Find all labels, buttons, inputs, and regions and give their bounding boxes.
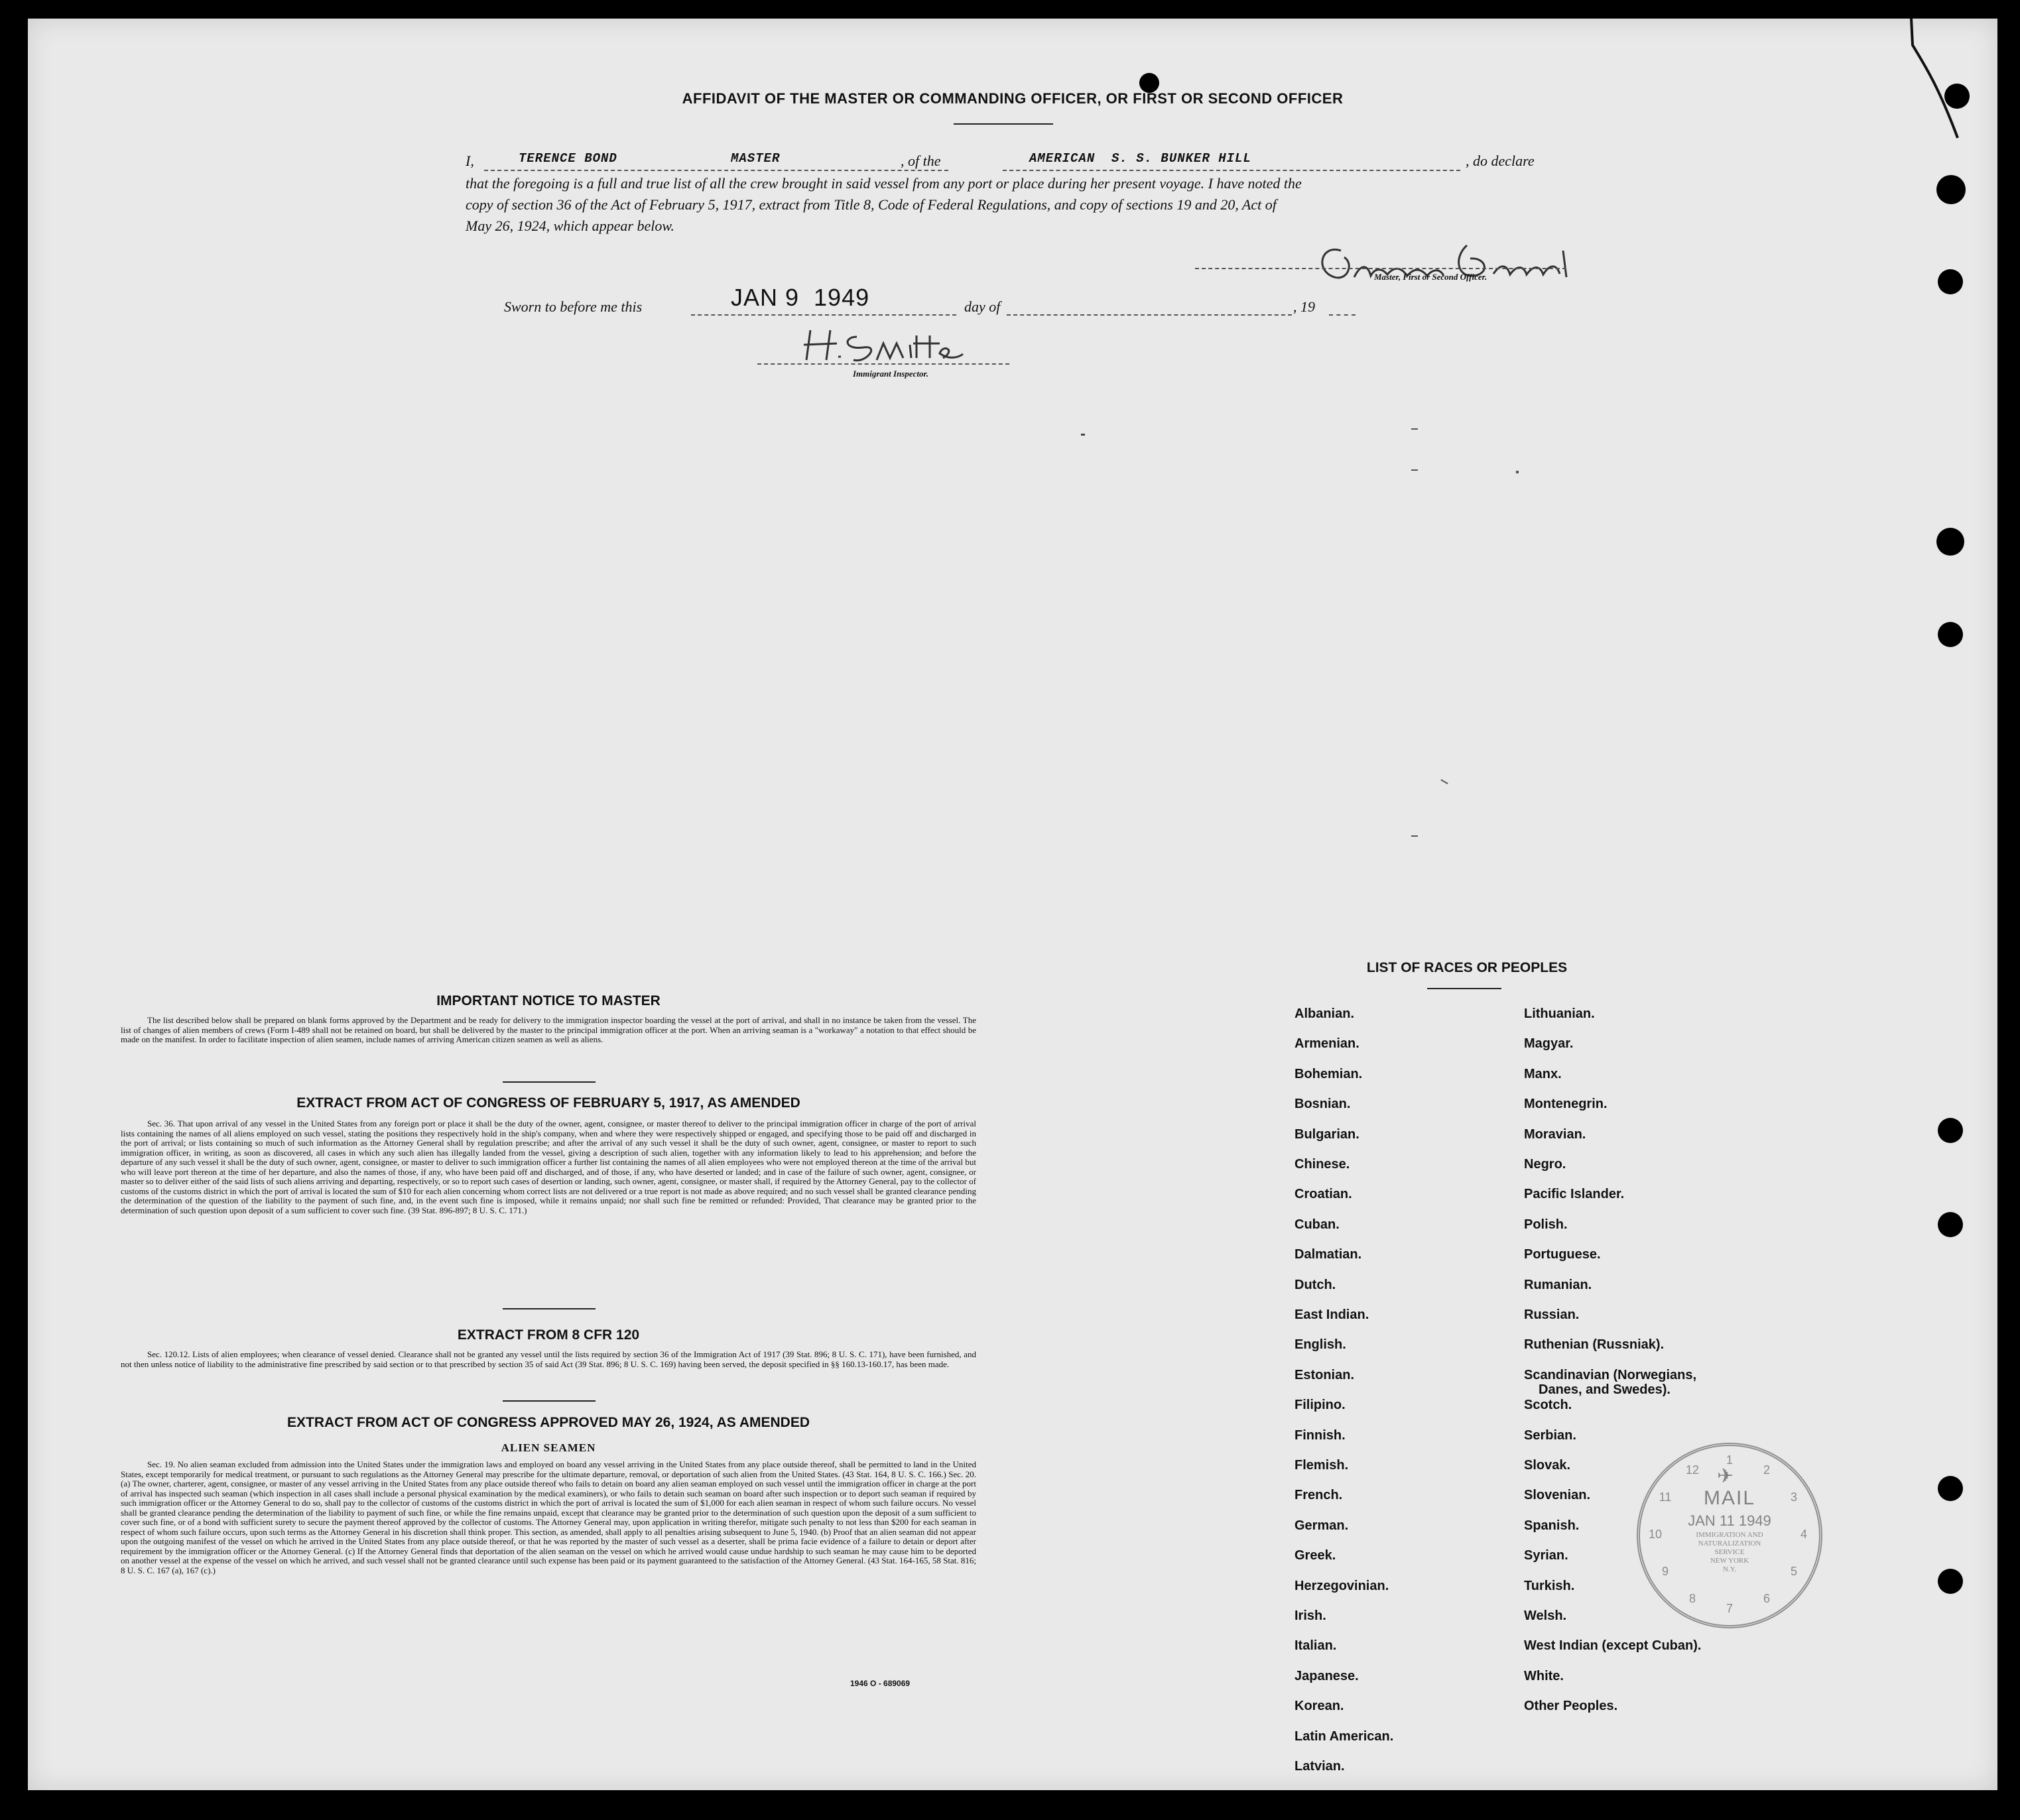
stamp-digit: 2 <box>1763 1463 1770 1477</box>
race-item: Irish. <box>1294 1608 1326 1623</box>
master-signature <box>1308 237 1613 297</box>
stamp-digit: 3 <box>1790 1490 1797 1504</box>
race-item: Negro. <box>1524 1157 1566 1172</box>
race-item: Bosnian. <box>1294 1097 1351 1112</box>
notice-body: The list described below shall be prepared on blank forms approved by the Department and be ready for delivery to the immigration inspector boarding the vessel at the port of arrival, and shall in no instance be taken from the vessel. The list of changes of alien members of crews (Form I-489 shall not be retained on board, but shall be delivered by the master to the principal immigration officer at the port. When an arriving seaman is a "workaway" a notation to that effect should be made on the manifest. In order to facilitate inspection of alien seamen, include names of arriving American citizen seamen as well as aliens. <box>121 1015 976 1044</box>
race-item: English. <box>1294 1337 1346 1353</box>
race-item: Other Peoples. <box>1524 1699 1618 1714</box>
affidavit-line-3: copy of section 36 of the Act of February 5, 1917, extract from Title 8, Code of Federal Regulations, and copy of sections 19 and 20, Act of <box>466 196 1277 213</box>
race-item: Herzegovinian. <box>1294 1578 1389 1593</box>
race-item: Croatian. <box>1294 1187 1352 1202</box>
name-line <box>484 170 948 171</box>
stamp-digit: 7 <box>1726 1602 1733 1615</box>
race-item: Estonian. <box>1294 1367 1355 1382</box>
stamp-plane-icon: ✈ <box>1717 1465 1734 1487</box>
race-item: Serbian. <box>1524 1427 1576 1443</box>
sworn-date: JAN 9 1949 <box>731 284 870 311</box>
stamp-digit: 8 <box>1688 1591 1696 1605</box>
race-item: West Indian (except Cuban). <box>1524 1638 1702 1654</box>
race-item: Finnish. <box>1294 1427 1346 1443</box>
stamp-digit: 12 <box>1686 1463 1700 1477</box>
stamp-text-1: IMMIGRATION AND <box>1696 1531 1763 1539</box>
extract-1917-body: Sec. 36. That upon arrival of any vessel in the United States from any foreign port or place it shall be the duty of the owner, agent, consignee, or master thereof to deliver to the principal immigration officer in charge of the port of arrival lists containing the names of all aliens employed on such vessel, stating the positions they respectively hold in the ship's company, when and where they were respectively shipped or engaged, and specifying those to be paid off and discharged in the port of arrival; or lists containing so much of such information as the Attorney General shall by regulation prescribe; and after the arrival of any such vessel it shall be the duty of such owner, agent, consignee, or master to report to such immigration officer, in writing, as soon as discovered, all cases in which any such alien has illegally landed from the vessel, giving a description of such alien, together with any information likely to lead to his apprehension; and before the departure of any such vessel it shall be the duty of such owner, agent, consignee, or master to deliver to such immigration officer a further list containing the names of all alien employees who were not employed thereon at the time of the arrival but who will leave port thereon at the time of her departure, and also the names of those, if any, who have been paid off and discharged, and of those, if any, who have deserted or landed; and in case of the failure of such owner, agent, consignee, or master so to deliver either of the said lists of such aliens arriving and departing, respectively, or so to report such cases of desertion or landing, such owner, agent, consignee, or master shall, if required by the Attorney General, pay to the collector of customs of the customs district in which the port of arrival is located the sum of $10 for each alien concerning whom correct lists are not delivered or a true report is not made as above required; and no such vessel shall be granted clearance pending the determination of the question of the liability to the payment of such fine, and, in the event such fine is imposed, while it remains unpaid; nor shall such fine be remitted or refunded: Provided, That clearance may be granted prior to the determination of such question upon deposit of a sum sufficient to cover such fine. (39 Stat. 896-897; 8 U. S. C. 171.) <box>121 1119 976 1215</box>
stamp-text-5: N.Y. <box>1723 1565 1736 1573</box>
affidavit-line-4: May 26, 1924, which appear below. <box>466 217 674 234</box>
stamp-digit: 9 <box>1661 1565 1669 1578</box>
race-item: Ruthenian (Russniak). <box>1524 1337 1665 1353</box>
stamp-digit: 10 <box>1649 1528 1663 1541</box>
stamp-digit: 6 <box>1763 1591 1770 1605</box>
sworn-date-line <box>691 314 956 316</box>
race-item: East Indian. <box>1294 1307 1369 1322</box>
stamp-text-2: NATURALIZATION <box>1698 1540 1761 1547</box>
punch-hole <box>1938 622 1963 647</box>
race-item: Russian. <box>1524 1307 1580 1322</box>
affidavit-title: AFFIDAVIT OF THE MASTER OR COMMANDING OFFICER, OR FIRST OR SECOND OFFICER <box>682 90 1344 107</box>
scan-speck <box>1081 434 1085 436</box>
race-item: Danes, and Swedes). <box>1539 1382 1671 1397</box>
race-item: Latvian. <box>1294 1759 1345 1774</box>
extract-1917-heading: EXTRACT FROM ACT OF CONGRESS OF FEBRUARY 5, 1917, AS AMENDED <box>296 1095 800 1111</box>
race-item: Filipino. <box>1294 1398 1346 1413</box>
alien-seamen-subheading: ALIEN SEAMEN <box>501 1441 596 1454</box>
race-item: Spanish. <box>1524 1518 1580 1533</box>
race-item: Dutch. <box>1294 1277 1336 1292</box>
punch-hole <box>1938 1569 1963 1594</box>
stamp-text-3: SERVICE <box>1714 1548 1745 1556</box>
punch-hole <box>1936 175 1966 204</box>
pre-name: I, <box>466 152 474 169</box>
inspector-label: Immigrant Inspector. <box>853 369 929 379</box>
punch-hole <box>1936 528 1964 556</box>
race-item: Latin American. <box>1294 1729 1394 1744</box>
affidavit-line-2: that the foregoing is a full and true list of all the crew brought in said vessel from any port or place during her present voyage. I have noted the <box>466 175 1302 192</box>
race-item: Pacific Islander. <box>1524 1187 1625 1202</box>
race-item: Cuban. <box>1294 1217 1340 1232</box>
race-item: Turkish. <box>1524 1578 1575 1593</box>
race-item: Rumanian. <box>1524 1277 1592 1292</box>
divider <box>1427 988 1501 989</box>
vessel-line <box>1003 170 1460 171</box>
year-line <box>1329 314 1356 316</box>
race-item: Portuguese. <box>1524 1247 1601 1262</box>
corner-tear <box>1871 19 1971 151</box>
document-page <box>28 19 1997 1790</box>
race-item: Manx. <box>1524 1066 1562 1081</box>
divider <box>503 1400 596 1402</box>
year-label: , 19 <box>1293 298 1315 315</box>
of-the-label: , of the <box>901 152 941 169</box>
stamp-digit: 11 <box>1659 1490 1672 1504</box>
sworn-label: Sworn to before me this <box>504 298 643 315</box>
print-code: 1946 O - 689069 <box>850 1679 911 1688</box>
race-item: Italian. <box>1294 1638 1337 1654</box>
extract-cfr-heading: EXTRACT FROM 8 CFR 120 <box>457 1327 640 1343</box>
race-item: Korean. <box>1294 1699 1344 1714</box>
day-of-label: day of <box>964 298 1001 315</box>
notice-heading: IMPORTANT NOTICE TO MASTER <box>436 993 661 1008</box>
stamp-text-4: NEW YORK <box>1710 1557 1749 1565</box>
race-item: Flemish. <box>1294 1458 1349 1473</box>
stamp-mail: MAIL <box>1703 1487 1756 1509</box>
race-item: Albanian. <box>1294 1006 1355 1021</box>
master-name: TERENCE BOND <box>519 151 617 166</box>
punch-hole <box>1938 1212 1963 1237</box>
extract-cfr-body: Sec. 120.12. Lists of alien employees; when clearance of vessel denied. Clearance shall not be granted any vessel until the lists required by section 36 of the Immigration Act of 1917 (39 Stat. 896; 8 U. S. C. 171), have been furnished, and not then unless notice of liability to the administrative fine prescribed by said section or to that prescribed by section 35 of said Act (39 Stat. 896; 8 U. S. C. 169) having been served, the deposit specified in §§ 160.13-160.17, has been made. <box>121 1349 976 1369</box>
race-item: Dalmatian. <box>1294 1247 1362 1262</box>
extract-1924-heading: EXTRACT FROM ACT OF CONGRESS APPROVED MAY 26, 1924, AS AMENDED <box>286 1415 810 1430</box>
race-item: French. <box>1294 1488 1343 1503</box>
scan-speck <box>1411 835 1418 837</box>
race-item: Moravian. <box>1524 1126 1586 1142</box>
master-label: Master, First or Second Officer. <box>1374 272 1487 282</box>
scan-speck <box>1516 471 1519 473</box>
inspector-signature-line <box>757 363 1009 365</box>
race-item: Bulgarian. <box>1294 1126 1359 1142</box>
scan-speck <box>1440 779 1448 784</box>
vessel-name: AMERICAN S. S. BUNKER HILL <box>1029 151 1251 166</box>
mail-stamp <box>1637 1443 1822 1628</box>
race-item: Slovak. <box>1524 1458 1571 1473</box>
race-item: Magyar. <box>1524 1036 1574 1052</box>
race-item: German. <box>1294 1518 1349 1533</box>
punch-hole <box>1938 1118 1963 1143</box>
master-signature-line <box>1195 268 1566 269</box>
scan-speck <box>1411 469 1418 471</box>
race-item: Chinese. <box>1294 1157 1350 1172</box>
race-item: Bohemian. <box>1294 1066 1363 1081</box>
do-declare-label: , do declare <box>1466 152 1535 169</box>
race-item: Welsh. <box>1524 1608 1567 1623</box>
race-item: Lithuanian. <box>1524 1006 1595 1021</box>
race-item: Armenian. <box>1294 1036 1359 1052</box>
scan-speck <box>1411 428 1418 430</box>
divider <box>954 123 1053 125</box>
officer-rank: MASTER <box>731 151 781 166</box>
stamp-digit: 5 <box>1790 1565 1797 1578</box>
divider <box>503 1081 596 1083</box>
race-item: Greek. <box>1294 1548 1336 1563</box>
races-heading: LIST OF RACES OR PEOPLES <box>1366 960 1568 975</box>
divider <box>503 1308 596 1309</box>
stamp-digit: 1 <box>1726 1453 1733 1467</box>
stamp-date: JAN 11 1949 <box>1688 1512 1771 1529</box>
month-line <box>1007 314 1292 316</box>
race-item: White. <box>1524 1668 1564 1683</box>
extract-1924-body: Sec. 19. No alien seaman excluded from admission into the United States under the immigration laws and employed on board any vessel arriving in the United States from any place outside thereof, shall be permitted to land in the United States, except temporarily for medical treatment, or pursuant to such regulations as the Attorney General may prescribe for the ultimate departure, removal, or deportation of such alien from the United States. (43 Stat. 164, 8 U. S. C. 166.) Sec. 20. (a) The owner, charterer, agent, consignee, or master of any vessel arriving in the United States from any place outside thereof who fails to detain on board any alien seaman employed on such vessel until the immigration officer in charge at the port of arrival has inspected such seaman (which inspection in all cases shall include a personal physical examination by the medical examiners), or who fails to detain such seaman on board after such inspection or to deport such seaman if required by such immigration officer or the Attorney General to do so, shall pay to the collector of customs of the customs district in which the port of arrival is located the sum of $1,000 for each alien seaman in respect of whom such failure occurs. No vessel shall be granted clearance pending the determination of the liability to payment of such fine, or while the fine remains unpaid, except that clearance may be granted prior to the determination of such question upon the deposit of a sum sufficient to cover such fine, or of a bond with sufficient surety to secure the payment thereof approved by the collector of customs. The Attorney General may, upon application in writing therefor, mitigate such penalty to not less than $200 for each seaman in respect of whom such failure occurs, upon such terms as the Attorney General in his discretion shall think proper. This section, as amended, shall apply to all penalties arising subsequent to June 5, 1940. (b) Proof that an alien seaman did not appear upon the outgoing manifest of the vessel on which he arrived in the United States from any place outside thereof, or that he was reported by the master of such vessel as a deserter, shall be prima facie evidence of a failure to detain or deport after requirement by the immigration officer or the Attorney General. (c) If the Attorney General finds that deportation of the alien seaman on the vessel on which he arrived would cause undue hardship to such seaman he may cause him to be deported on another vessel at the expense of the vessel on which he arrived, and such vessel shall not be granted clearance until such expense has been paid or its payment guaranteed to the satisfaction of the Attorney General. (43 Stat. 164-165, 58 Stat. 816; 8 U. S. C. 167 (a), 167 (c).) <box>121 1459 976 1575</box>
race-item: Japanese. <box>1294 1668 1359 1683</box>
race-item: Polish. <box>1524 1217 1568 1232</box>
punch-hole <box>1938 1476 1963 1501</box>
punch-hole <box>1938 269 1963 294</box>
race-item: Montenegrin. <box>1524 1097 1608 1112</box>
race-item: Slovenian. <box>1524 1488 1591 1503</box>
race-item: Syrian. <box>1524 1548 1568 1563</box>
race-item: Scotch. <box>1524 1398 1572 1413</box>
stamp-digit: 4 <box>1800 1528 1807 1541</box>
race-item: Scandinavian (Norwegians, <box>1524 1367 1697 1382</box>
